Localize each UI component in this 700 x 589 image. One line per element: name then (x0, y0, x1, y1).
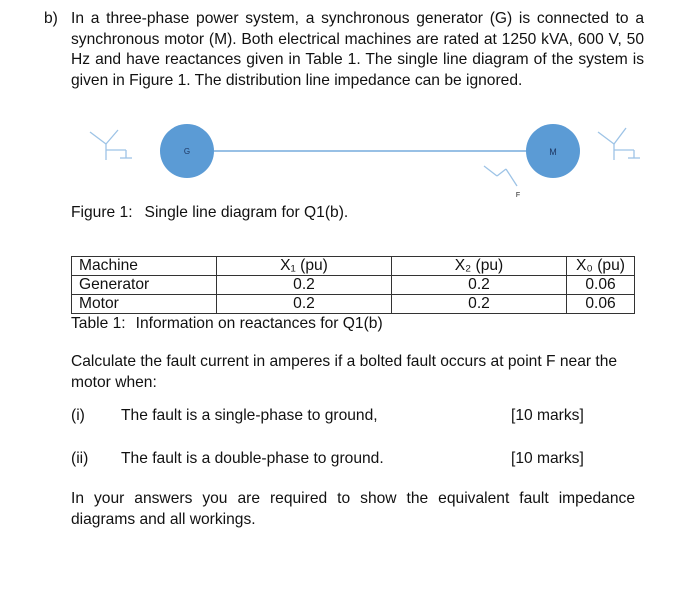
single-line-diagram (0, 110, 700, 210)
table-header-cell: X₁ (pu) (217, 257, 392, 276)
part-text: The fault is a double-phase to ground. (121, 450, 384, 467)
figure-caption-label: Figure 1: (71, 204, 133, 221)
question-intro (44, 9, 644, 91)
question-intro-text: In a three-phase power system, a synchronous generator (G) is connected to a synchronous motor (M). Both electrical machines are rated at 1250 kVA, 600 V, 50 Hz and have reactances given in Table 1. The single line diagram of the system is given in Figure 1. The distribution line impedance can be ignored. (71, 10, 644, 89)
table-header-cell: X₂ (pu) (392, 257, 567, 276)
task-prompt: Calculate the fault current in amperes if a bolted fault occurs at point F near the motor when: (71, 353, 618, 391)
question-label: b) (44, 10, 58, 27)
table-cell: 0.2 (217, 295, 392, 314)
table-caption-label: Table 1: (71, 315, 126, 332)
part-text: The fault is a single-phase to ground, (121, 407, 378, 424)
table-cell: 0.2 (217, 276, 392, 295)
table-cell: 0.2 (392, 276, 567, 295)
table-row (72, 276, 635, 295)
table-cell: Generator (72, 276, 217, 295)
table-header-cell: Machine (72, 257, 217, 276)
table-cell: 0.2 (392, 295, 567, 314)
table-row (72, 295, 635, 314)
task-closing: In your answers you are required to show the equivalent fault impedance diagrams and all workings. (71, 490, 635, 528)
part-number: (ii) (71, 450, 89, 467)
table-header-row (72, 257, 635, 276)
part-number: (i) (71, 407, 85, 424)
fault-icon (484, 166, 517, 186)
figure-caption-text: Single line diagram for Q1(b). (144, 204, 349, 221)
table-cell: 0.06 (567, 276, 635, 295)
reactance-table (71, 256, 635, 314)
figure-caption (71, 204, 348, 222)
motor-grounding-icon (598, 128, 640, 160)
table-caption (71, 315, 383, 333)
table-cell: Motor (72, 295, 217, 314)
fault-label: F (515, 192, 521, 199)
generator-label: G (183, 147, 191, 156)
generator-grounding-icon (90, 130, 132, 160)
motor-label: M (549, 147, 557, 157)
table-caption-text: Information on reactances for Q1(b) (135, 315, 383, 332)
table-cell: 0.06 (567, 295, 635, 314)
part-marks: [10 marks] (511, 450, 584, 467)
part-marks: [10 marks] (511, 407, 584, 424)
table-header-cell: X₀ (pu) (567, 257, 635, 276)
